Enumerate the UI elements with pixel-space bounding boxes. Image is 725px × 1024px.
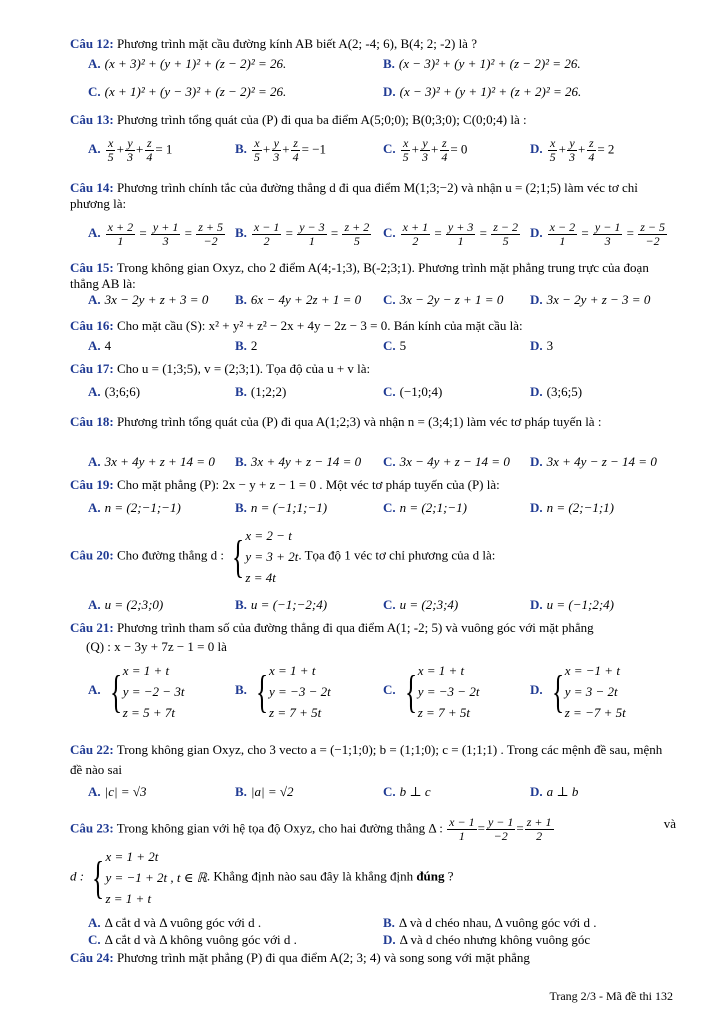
q12-option-a[interactable]: A. (x + 3)² + (y + 1)² + (z − 2)² = 26.	[88, 56, 287, 71]
q14-option-b[interactable]: B. $\frac{x - 1}{2}$ = $\frac{y - 3}{1}$ = $\frac{z + 2}{5}$	[235, 220, 370, 248]
question-22: Câu 22: Trong không gian Oxyz, cho 3 vecto a = (−1;1;0); b = (1;1;0); c = (1;1;1) . Trong các mệnh đề sau, mệnh đề nào sai	[70, 742, 663, 777]
q21-option-d[interactable]: D. { x = −1 + t y = 3 − 2t z = −7 + 5t	[530, 663, 626, 720]
question-18: Câu 18: Phương trình tổng quát của (P) đi qua A(1;2;3) và nhận n = (3;4;1) làm véc tơ pháp tuyến là :	[70, 414, 602, 429]
q16-option-b[interactable]: B. 2	[235, 338, 258, 353]
q23-option-b[interactable]: B. Δ và d chéo nhau, Δ vuông góc với d .	[383, 915, 597, 930]
question-23: Câu 23: Trong không gian với hệ tọa độ Oxyz, cho hai đường thẳng Δ : $\frac{x - 1}{1}$ = $\frac{y - 1}{-2}$ = $\frac{z + 1}{2}$ và	[70, 815, 676, 843]
q16-option-a[interactable]: A. 4	[88, 338, 112, 353]
question-16: Câu 16: Cho mặt cầu (S): x² + y² + z² − 2x + 4y − 2z − 3 = 0. Bán kính của mặt cầu là:	[70, 318, 523, 333]
q18-option-b[interactable]: B. 3x + 4y + z − 14 = 0	[235, 454, 362, 469]
q20-option-b[interactable]: B. u = (−1;−2;4)	[235, 597, 328, 612]
q13-option-c[interactable]: C. $\frac{x}{5}$ + $\frac{y}{3}$ + $\frac{z}{4}$ = 0	[383, 136, 468, 164]
q18-option-d[interactable]: D. 3x + 4y − z − 14 = 0	[530, 454, 657, 469]
q17-option-c[interactable]: C. (−1;0;4)	[383, 384, 443, 399]
q15-option-d[interactable]: D. 3x − 2y + z − 3 = 0	[530, 292, 651, 307]
q23-option-c[interactable]: C. Δ cắt d và Δ không vuông góc với d .	[88, 932, 297, 947]
q19-option-b[interactable]: B. n = (−1;1;−1)	[235, 500, 328, 515]
q12-option-c[interactable]: C. (x + 1)² + (y − 3)² + (z − 2)² = 26.	[88, 84, 287, 99]
q20-option-c[interactable]: C. u = (2;3;4)	[383, 597, 459, 612]
q23-option-d[interactable]: D. Δ và d chéo nhưng không vuông góc	[383, 932, 591, 947]
q22-option-b[interactable]: B. |a| = √2	[235, 784, 294, 799]
q22-option-c[interactable]: C. b ⊥ c	[383, 784, 431, 799]
question-15: Câu 15: Trong không gian Oxyz, cho 2 điểm A(4;-1;3), B(-2;3;1). Phương trình mặt phẳng trung trực của đoạn thẳng AB là:	[70, 260, 649, 291]
q17-option-b[interactable]: B. (1;2;2)	[235, 384, 287, 399]
question-19: Câu 19: Cho mặt phẳng (P): 2x − y + z − 1 = 0 . Một véc tơ pháp tuyến của (P) là:	[70, 477, 500, 492]
q20-option-a[interactable]: A. u = (2;3;0)	[88, 597, 164, 612]
question-14: Câu 14: Phương trình chính tắc của đường thẳng d đi qua điểm M(1;3;−2) và nhận u = (2;1;5) làm véc tơ chỉ phương là:	[70, 180, 638, 211]
q12-option-d[interactable]: D. (x − 3)² + (y + 1)² + (z + 2)² = 26.	[383, 84, 582, 99]
q16-option-c[interactable]: C. 5	[383, 338, 407, 353]
q21-option-c[interactable]: C. { x = 1 + t y = −3 − 2t z = 7 + 5t	[383, 663, 480, 720]
q15-option-c[interactable]: C. 3x − 2y − z + 1 = 0	[383, 292, 504, 307]
q21-option-b[interactable]: B. { x = 1 + t y = −3 − 2t z = 7 + 5t	[235, 663, 331, 720]
q20-system: { x = 2 − t y = 3 + 2t z = 4t	[232, 528, 299, 585]
q23-option-a[interactable]: A. Δ cắt d và Δ vuông góc với d .	[88, 915, 262, 930]
q19-option-d[interactable]: D. n = (2;−1;1)	[530, 500, 615, 515]
question-24: Câu 24: Phương trình mặt phẳng (P) đi qua điểm A(2; 3; 4) và song song với mặt phẳng	[70, 950, 530, 965]
q16-option-d[interactable]: D. 3	[530, 338, 554, 353]
q15-option-a[interactable]: A. 3x − 2y + z + 3 = 0	[88, 292, 209, 307]
q21-option-a[interactable]: A. { x = 1 + t y = −2 − 3t z = 5 + 7t	[88, 663, 185, 720]
question-21: Câu 21: Phương trình tham số của đường thẳng đi qua điểm A(1; -2; 5) và vuông góc với mặt phẳng (Q) : x − 3y + 7z − 1 = 0 là	[70, 620, 594, 654]
page-footer: Trang 2/3 - Mã đề thi 132	[549, 989, 673, 1003]
q17-option-d[interactable]: D. (3;6;5)	[530, 384, 583, 399]
q19-option-c[interactable]: C. n = (2;1;−1)	[383, 500, 468, 515]
question-23-line-d: d : { x = 1 + 2t y = −1 + 2t , t ∈ ℝ z = 1 + t . Khẳng định nào sau đây là khẳng định đúng ?	[70, 849, 454, 906]
q22-option-a[interactable]: A. |c| = √3	[88, 784, 147, 799]
question-17: Câu 17: Cho u = (1;3;5), v = (2;3;1). Tọa độ của u + v là:	[70, 361, 371, 376]
q22-option-d[interactable]: D. a ⊥ b	[530, 784, 579, 799]
q13-option-a[interactable]: A. $\frac{x}{5}$ + $\frac{y}{3}$ + $\frac{z}{4}$ = 1	[88, 136, 173, 164]
q18-option-c[interactable]: C. 3x − 4y + z − 14 = 0	[383, 454, 510, 469]
q15-option-b[interactable]: B. 6x − 4y + 2z + 1 = 0	[235, 292, 362, 307]
q13-option-b[interactable]: B. $\frac{x}{5}$ + $\frac{y}{3}$ + $\frac{z}{4}$ = −1	[235, 136, 327, 164]
q12-option-b[interactable]: B. (x − 3)² + (y + 1)² + (z − 2)² = 26.	[383, 56, 581, 71]
q13-option-d[interactable]: D. $\frac{x}{5}$ + $\frac{y}{3}$ + $\frac{z}{4}$ = 2	[530, 136, 615, 164]
question-13: Câu 13: Phương trình tổng quát của (P) đi qua ba điểm A(5;0;0); B(0;3;0); C(0;0;4) là :	[70, 112, 527, 127]
q19-option-a[interactable]: A. n = (2;−1;−1)	[88, 500, 181, 515]
q14-option-c[interactable]: C. $\frac{x + 1}{2}$ = $\frac{y + 3}{1}$ = $\frac{z - 2}{5}$	[383, 220, 518, 248]
q14-option-d[interactable]: D. $\frac{x - 2}{1}$ = $\frac{y - 1}{3}$ = $\frac{z - 5}{-2}$	[530, 220, 665, 248]
question-20: Câu 20: Cho đường thẳng d : { x = 2 − t y = 3 + 2t z = 4t . Tọa độ 1 véc tơ chỉ phương của d là:	[70, 525, 676, 588]
q18-option-a[interactable]: A. 3x + 4y + z + 14 = 0	[88, 454, 215, 469]
q17-option-a[interactable]: A. (3;6;6)	[88, 384, 141, 399]
q20-option-d[interactable]: D. u = (−1;2;4)	[530, 597, 615, 612]
question-12: Câu 12: Phương trình mặt cầu đường kính AB biết A(2; -4; 6), B(4; 2; -2) là ?	[70, 36, 477, 51]
q14-option-a[interactable]: A. $\frac{x + 2}{1}$ = $\frac{y + 1}{3}$ = $\frac{z + 5}{-2}$	[88, 220, 223, 248]
